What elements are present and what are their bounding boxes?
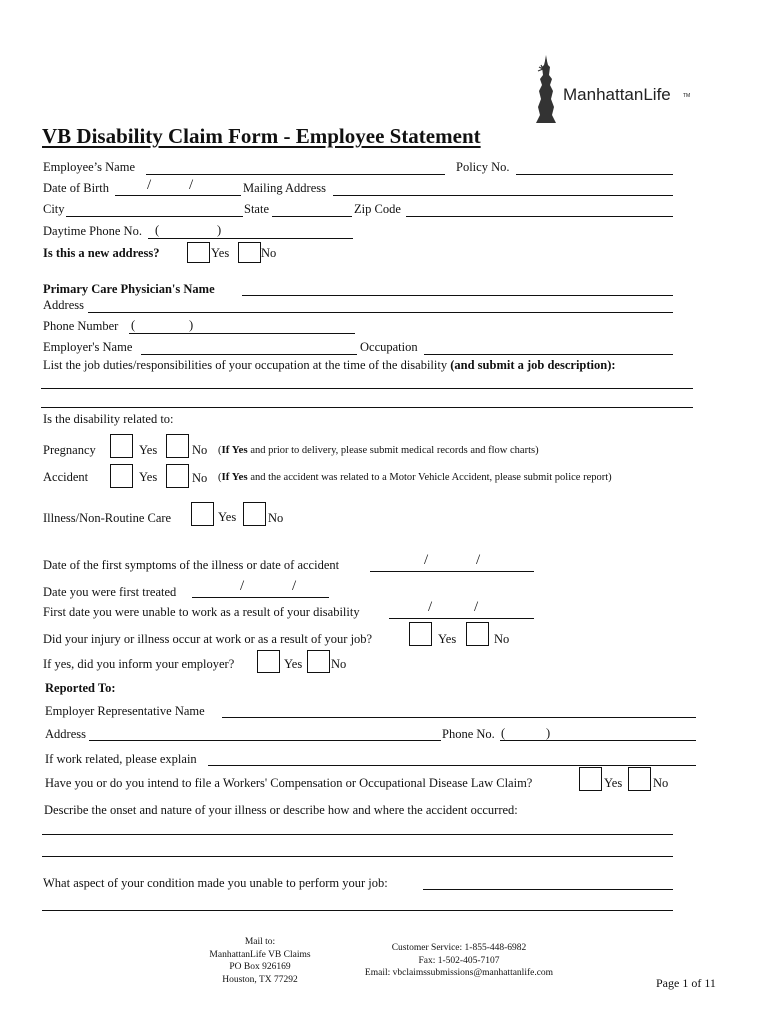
no-label: No xyxy=(268,511,284,525)
yes-label: Yes xyxy=(284,657,303,671)
yes-label: Yes xyxy=(218,510,237,524)
job-duties-line-2[interactable] xyxy=(41,407,693,408)
contact-block: Customer Service: 1-855-448-6982 Fax: 1-502-405-7107 Email: vbclaimssubmissions@manhattanlife.com xyxy=(364,943,554,978)
workers-comp-no-checkbox[interactable] xyxy=(628,767,651,791)
employer-rep-field[interactable] xyxy=(222,717,696,718)
yes-label: Yes xyxy=(211,246,230,260)
new-address-question: Is this a new address? xyxy=(43,246,160,260)
dob-label: Date of Birth xyxy=(43,181,109,195)
first-treated-date-field[interactable] xyxy=(192,597,329,598)
daytime-phone-label: Daytime Phone No. xyxy=(43,224,142,238)
date-slash: / xyxy=(424,552,429,568)
illness-no-checkbox[interactable] xyxy=(243,502,266,526)
state-field[interactable] xyxy=(272,216,352,217)
employer-rep-address-label: Address xyxy=(45,727,86,741)
pregnancy-label: Pregnancy xyxy=(43,443,96,457)
describe-onset-line-1[interactable] xyxy=(42,834,673,835)
area-code-paren-close: ) xyxy=(217,223,222,237)
illness-yes-checkbox[interactable] xyxy=(191,502,214,526)
zip-field[interactable] xyxy=(406,216,673,217)
injury-at-work-yes-checkbox[interactable] xyxy=(409,622,432,646)
pcp-address-field[interactable] xyxy=(88,312,673,313)
no-label: No xyxy=(192,471,208,485)
accident-label: Accident xyxy=(43,470,89,484)
work-related-field[interactable] xyxy=(208,765,696,766)
pcp-name-field[interactable] xyxy=(242,295,673,296)
mailing-address-label: Mailing Address xyxy=(243,181,326,195)
city-field[interactable] xyxy=(66,216,243,217)
statue-of-liberty-icon xyxy=(530,55,562,125)
inform-employer-yes-checkbox[interactable] xyxy=(257,650,280,673)
pcp-name-label: Primary Care Physician's Name xyxy=(43,282,215,296)
pregnancy-yes-checkbox[interactable] xyxy=(110,434,133,458)
city-label: City xyxy=(43,202,65,216)
employer-rep-phone-field[interactable] xyxy=(500,740,696,741)
date-slash: / xyxy=(474,599,479,615)
yes-label: Yes xyxy=(139,443,158,457)
area-code-paren-open: ( xyxy=(501,726,506,740)
area-code-paren-close: ) xyxy=(189,318,194,332)
area-code-paren-open: ( xyxy=(155,223,160,237)
date-slash: / xyxy=(292,578,297,594)
zip-label: Zip Code xyxy=(354,202,401,216)
injury-at-work-no-checkbox[interactable] xyxy=(466,622,489,646)
describe-onset-label: Describe the onset and nature of your illness or describe how and where the accident occurred: xyxy=(44,803,518,817)
accident-yes-checkbox[interactable] xyxy=(110,464,133,488)
reported-to-label: Reported To: xyxy=(45,681,116,695)
workers-comp-label: Have you or do you intend to file a Workers' Compensation or Occupational Disease Law Claim? xyxy=(45,776,533,790)
illness-label: Illness/Non-Routine Care xyxy=(43,511,172,525)
injury-at-work-label: Did your injury or illness occur at work or as a result of your job? xyxy=(43,632,373,646)
pcp-address-label: Address xyxy=(43,298,84,312)
mailing-address-field[interactable] xyxy=(333,195,673,196)
work-related-label: If work related, please explain xyxy=(45,752,197,766)
occupation-field[interactable] xyxy=(424,354,673,355)
no-label: No xyxy=(331,657,347,671)
date-slash: / xyxy=(428,599,433,615)
employer-rep-phone-label: Phone No. xyxy=(442,727,495,741)
job-duties-label: List the job duties/responsibilities of your occupation at the time of the disability (and submit a job description): xyxy=(43,358,616,372)
disability-related-label: Is the disability related to: xyxy=(43,412,174,426)
no-label: No xyxy=(192,443,208,457)
job-duties-line-1[interactable] xyxy=(41,388,693,389)
first-symptoms-date-field[interactable] xyxy=(370,571,534,572)
first-treated-label: Date you were first treated xyxy=(43,585,177,599)
employer-name-field[interactable] xyxy=(141,354,357,355)
area-code-paren-close: ) xyxy=(546,726,551,740)
no-label: No xyxy=(261,246,277,260)
employer-name-label: Employer's Name xyxy=(43,340,133,354)
no-label: No xyxy=(494,632,510,646)
page-number: Page 1 of 11 xyxy=(656,976,716,990)
employee-name-label: Employee’s Name xyxy=(43,160,135,174)
pcp-phone-label: Phone Number xyxy=(43,319,119,333)
yes-label: Yes xyxy=(604,776,623,790)
what-aspect-field[interactable] xyxy=(423,889,673,890)
page-title: VB Disability Claim Form - Employee Statement xyxy=(42,124,481,148)
policy-no-field[interactable] xyxy=(516,174,673,175)
pcp-phone-field[interactable] xyxy=(129,333,355,334)
what-aspect-label: What aspect of your condition made you unable to perform your job: xyxy=(43,876,388,890)
unable-work-date-field[interactable] xyxy=(389,618,534,619)
accident-note: (If Yes and the accident was related to a Motor Vehicle Accident, please submit police report) xyxy=(218,471,612,483)
workers-comp-yes-checkbox[interactable] xyxy=(579,767,602,791)
occupation-label: Occupation xyxy=(360,340,418,354)
no-label: No xyxy=(653,776,669,790)
date-slash: / xyxy=(240,578,245,594)
employer-rep-label: Employer Representative Name xyxy=(45,704,205,718)
pregnancy-note: (If Yes and prior to delivery, please submit medical records and flow charts) xyxy=(218,444,539,456)
what-aspect-line-2[interactable] xyxy=(42,910,673,911)
describe-onset-line-2[interactable] xyxy=(42,856,673,857)
inform-employer-label: If yes, did you inform your employer? xyxy=(43,657,235,671)
pregnancy-no-checkbox[interactable] xyxy=(166,434,189,458)
accident-no-checkbox[interactable] xyxy=(166,464,189,488)
date-slash: / xyxy=(189,177,194,193)
employee-name-field[interactable] xyxy=(146,174,445,175)
policy-no-label: Policy No. xyxy=(456,160,510,174)
inform-employer-no-checkbox[interactable] xyxy=(307,650,330,673)
date-slash: / xyxy=(476,552,481,568)
daytime-phone-field[interactable] xyxy=(148,238,353,239)
employer-rep-address-field[interactable] xyxy=(89,740,441,741)
mail-to-block: Mail to: ManhattanLife VB Claims PO Box 926169 Houston, TX 77292 xyxy=(209,937,311,985)
first-symptoms-label: Date of the first symptoms of the illness or date of accident xyxy=(43,558,340,572)
yes-label: Yes xyxy=(139,470,158,484)
date-slash: / xyxy=(147,177,152,193)
logo-text: ManhattanLife xyxy=(563,85,671,104)
state-label: State xyxy=(244,202,269,216)
area-code-paren-open: ( xyxy=(131,318,136,332)
new-address-yes-checkbox[interactable] xyxy=(187,242,210,263)
new-address-no-checkbox[interactable] xyxy=(238,242,261,263)
trademark-mark: TM xyxy=(683,93,691,99)
dob-field[interactable] xyxy=(115,195,241,196)
unable-work-label: First date you were unable to work as a result of your disability xyxy=(43,605,360,619)
yes-label: Yes xyxy=(438,632,457,646)
